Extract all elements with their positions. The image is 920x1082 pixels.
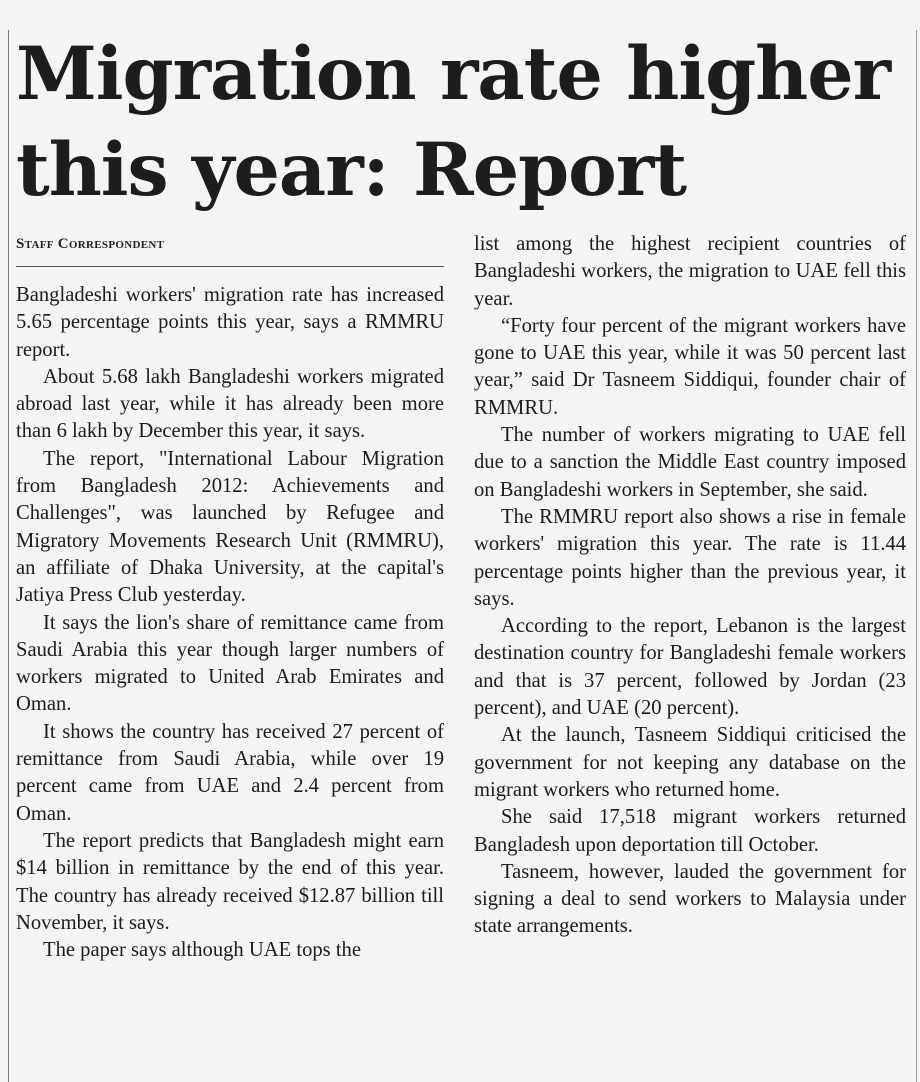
paragraph-continued: list among the highest recipient countries of Bangladeshi workers, the migration to UAE fell this year. (474, 233, 906, 310)
article-column-left (16, 282, 444, 964)
paragraph: The report predicts that Bangladesh might earn $14 billion in remittance by the end of this year. The country has already received $12.87 billion till November, it says. (16, 829, 444, 934)
article-column-right (474, 231, 906, 941)
paragraph: At the launch, Tasneem Siddiqui criticised the government for not keeping any database on the migrant workers who returned home. (474, 724, 906, 801)
paragraph: About 5.68 lakh Bangladeshi workers migrated abroad last year, while it has already been more than 6 lakh by December this year, it says. (16, 365, 444, 443)
paragraph: The number of workers migrating to UAE fell due to a sanction the Middle East country imposed on Bangladeshi workers in September, she said. (474, 424, 906, 501)
headline-line-2: this year: Report (16, 127, 687, 213)
column-rule-right (916, 30, 917, 1082)
byline: Staff Correspondent (16, 236, 165, 252)
headline (16, 26, 916, 218)
paragraph: The report, "International Labour Migration from Bangladesh 2012: Achievements and Challenges", was launched by Refugee and Migratory Movements Research Unit (RMMRU), an affiliate of Dhaka University, at the capital's Jatiya Press Club yesterday. (16, 447, 444, 607)
paragraph: Bangladeshi workers' migration rate has increased 5.65 percentage points this year, says a RMMRU report. (16, 284, 444, 361)
paragraph: “Forty four percent of the migrant workers have gone to UAE this year, while it was 50 percent last year,” said Dr Tasneem Siddiqui, founder chair of RMMRU. (474, 314, 906, 419)
paragraph: It shows the country has received 27 percent of remittance from Saudi Arabia, while over 19 percent came from UAE and 2.4 percent from Oman. (16, 720, 444, 825)
paragraph: According to the report, Lebanon is the largest destination country for Bangladeshi female workers and that is 37 percent, followed by Jordan (23 percent), and UAE (20 percent). (474, 615, 906, 720)
paragraph: The paper says although UAE tops the (43, 939, 361, 962)
paragraph: The RMMRU report also shows a rise in female workers' migration this year. The rate is 11.44 percentage points higher than the previous year, it says. (474, 505, 906, 610)
byline-divider (16, 266, 444, 267)
paragraph: She said 17,518 migrant workers returned Bangladesh upon deportation till October. (474, 806, 906, 856)
paragraph: It says the lion's share of remittance came from Saudi Arabia this year though larger numbers of workers migrated to United Arab Emirates and Oman. (16, 611, 444, 716)
paragraph: Tasneem, however, lauded the government for signing a deal to send workers to Malaysia under state arrangements. (474, 860, 906, 938)
column-rule-left (8, 30, 9, 1082)
headline-line-1: Migration rate higher (16, 31, 891, 117)
